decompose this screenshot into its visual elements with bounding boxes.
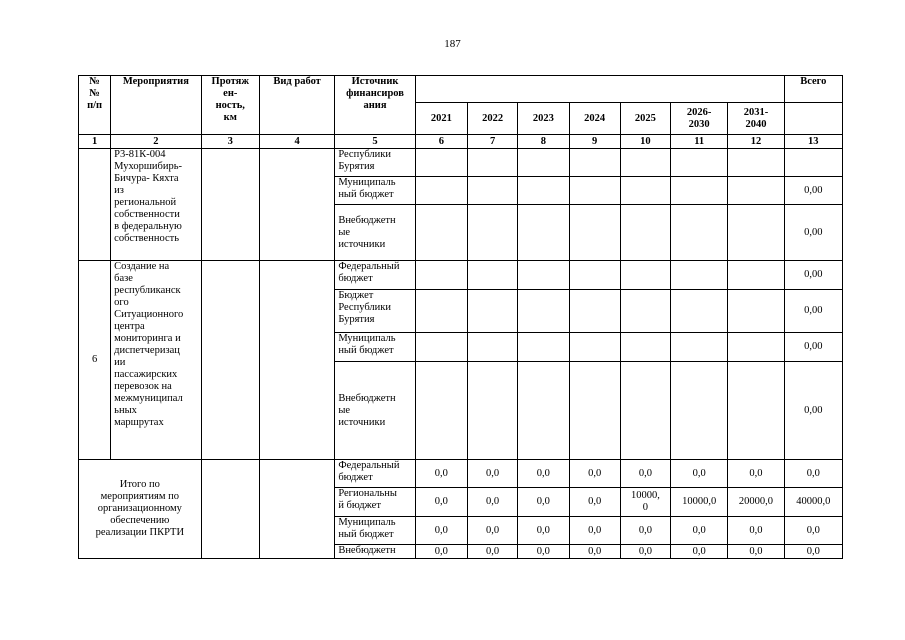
row-number-cell [79,149,111,261]
header-year: 2026- 2030 [671,103,728,135]
value-cell: 20000,0 [728,488,784,517]
value-cell: 0,0 [415,517,467,545]
header-year: 2024 [569,103,620,135]
total-cell: 0,00 [784,290,842,333]
value-cell: 0,0 [569,460,620,488]
value-cell: 0,0 [467,517,517,545]
header-length: Протяж ен- ность, км [201,76,259,135]
work-type-cell [259,149,334,261]
column-number: 13 [784,135,842,149]
total-cell: 0,00 [784,333,842,362]
column-number: 2 [111,135,201,149]
value-cell: 0,0 [784,517,842,545]
header-total: Всего [784,76,842,103]
value-cell: 0,0 [415,460,467,488]
value-cell: 0,0 [671,545,728,559]
source-cell: Муниципаль ный бюджет [335,517,415,545]
column-number: 5 [335,135,415,149]
event-cell: Р3-81К-004 Мухоршибирь- Бичура- Кяхта из региональной собственности в федеральную собственность [111,149,201,261]
column-number: 1 [79,135,111,149]
column-number: 4 [259,135,334,149]
value-cell: 0,0 [728,545,784,559]
value-cell: 0,0 [569,517,620,545]
total-cell: 0,00 [784,177,842,205]
value-cell: 0,0 [728,517,784,545]
header-year: 2025 [620,103,670,135]
value-cell: 0,0 [620,460,670,488]
value-cell: 40000,0 [784,488,842,517]
column-number: 6 [415,135,467,149]
source-cell: Республики Бурятия [335,149,415,177]
value-cell: 0,0 [620,545,670,559]
total-cell: 0,00 [784,362,842,460]
value-cell: 10000, 0 [620,488,670,517]
value-cell: 0,0 [620,517,670,545]
header-event: Мероприятия [111,76,201,135]
value-cell: 0,0 [467,545,517,559]
length-cell [201,261,259,460]
length-cell [201,460,259,559]
source-cell: Муниципаль ный бюджет [335,177,415,205]
value-cell: 0,0 [518,545,569,559]
header-year: 2023 [518,103,569,135]
table-row [79,149,843,177]
column-number: 11 [671,135,728,149]
header-year: 2022 [467,103,517,135]
column-number: 9 [569,135,620,149]
value-cell: 0,0 [518,488,569,517]
event-cell: Создание на базе республиканск ого Ситуационного центра мониторинга и диспетчеризац ии пассажирских перевозок на межмуниципал ьных маршрутах [111,261,201,460]
value-cell: 0,0 [784,460,842,488]
column-number: 10 [620,135,670,149]
value-cell: 0,0 [415,545,467,559]
column-number-row [79,135,843,149]
value-cell: 0,0 [467,488,517,517]
value-cell: 0,0 [671,517,728,545]
value-cell: 10000,0 [671,488,728,517]
financing-table [78,75,843,559]
page-number: 187 [444,38,461,50]
column-number: 7 [467,135,517,149]
value-cell: 0,0 [415,488,467,517]
value-cell: 0,0 [728,460,784,488]
total-cell [784,149,842,177]
header-year: 2031- 2040 [728,103,784,135]
source-cell: Внебюджетн [335,545,415,559]
table-row [79,261,843,290]
header-year: 2021 [415,103,467,135]
source-cell: Региональны й бюджет [335,488,415,517]
column-number: 12 [728,135,784,149]
value-cell: 0,0 [467,460,517,488]
work-type-cell [259,261,334,460]
work-type-cell [259,460,334,559]
value-cell: 0,0 [569,488,620,517]
value-cell: 0,0 [671,460,728,488]
source-cell: Внебюджетн ые источники [335,362,415,460]
source-cell: Внебюджетн ые источники [335,205,415,261]
value-cell: 0,0 [784,545,842,559]
header-work-type: Вид работ [259,76,334,135]
header-years-group [415,76,784,103]
source-cell: Федеральный бюджет [335,261,415,290]
table-row [79,460,843,488]
total-cell: 0,00 [784,205,842,261]
column-number: 8 [518,135,569,149]
row-number-cell: 6 [79,261,111,460]
value-cell: 0,0 [518,460,569,488]
length-cell [201,149,259,261]
header-no: № № п/п [79,76,111,135]
value-cell: 0,0 [518,517,569,545]
value-cell: 0,0 [569,545,620,559]
totals-label: Итого по мероприятиям по организационному обеспечению реализации ПКРТИ [79,460,202,559]
column-number: 3 [201,135,259,149]
header-total-blank [784,103,842,135]
header-source: Источник финансиров ания [335,76,415,135]
source-cell: Бюджет Республики Бурятия [335,290,415,333]
source-cell: Муниципаль ный бюджет [335,333,415,362]
source-cell: Федеральный бюджет [335,460,415,488]
total-cell: 0,00 [784,261,842,290]
